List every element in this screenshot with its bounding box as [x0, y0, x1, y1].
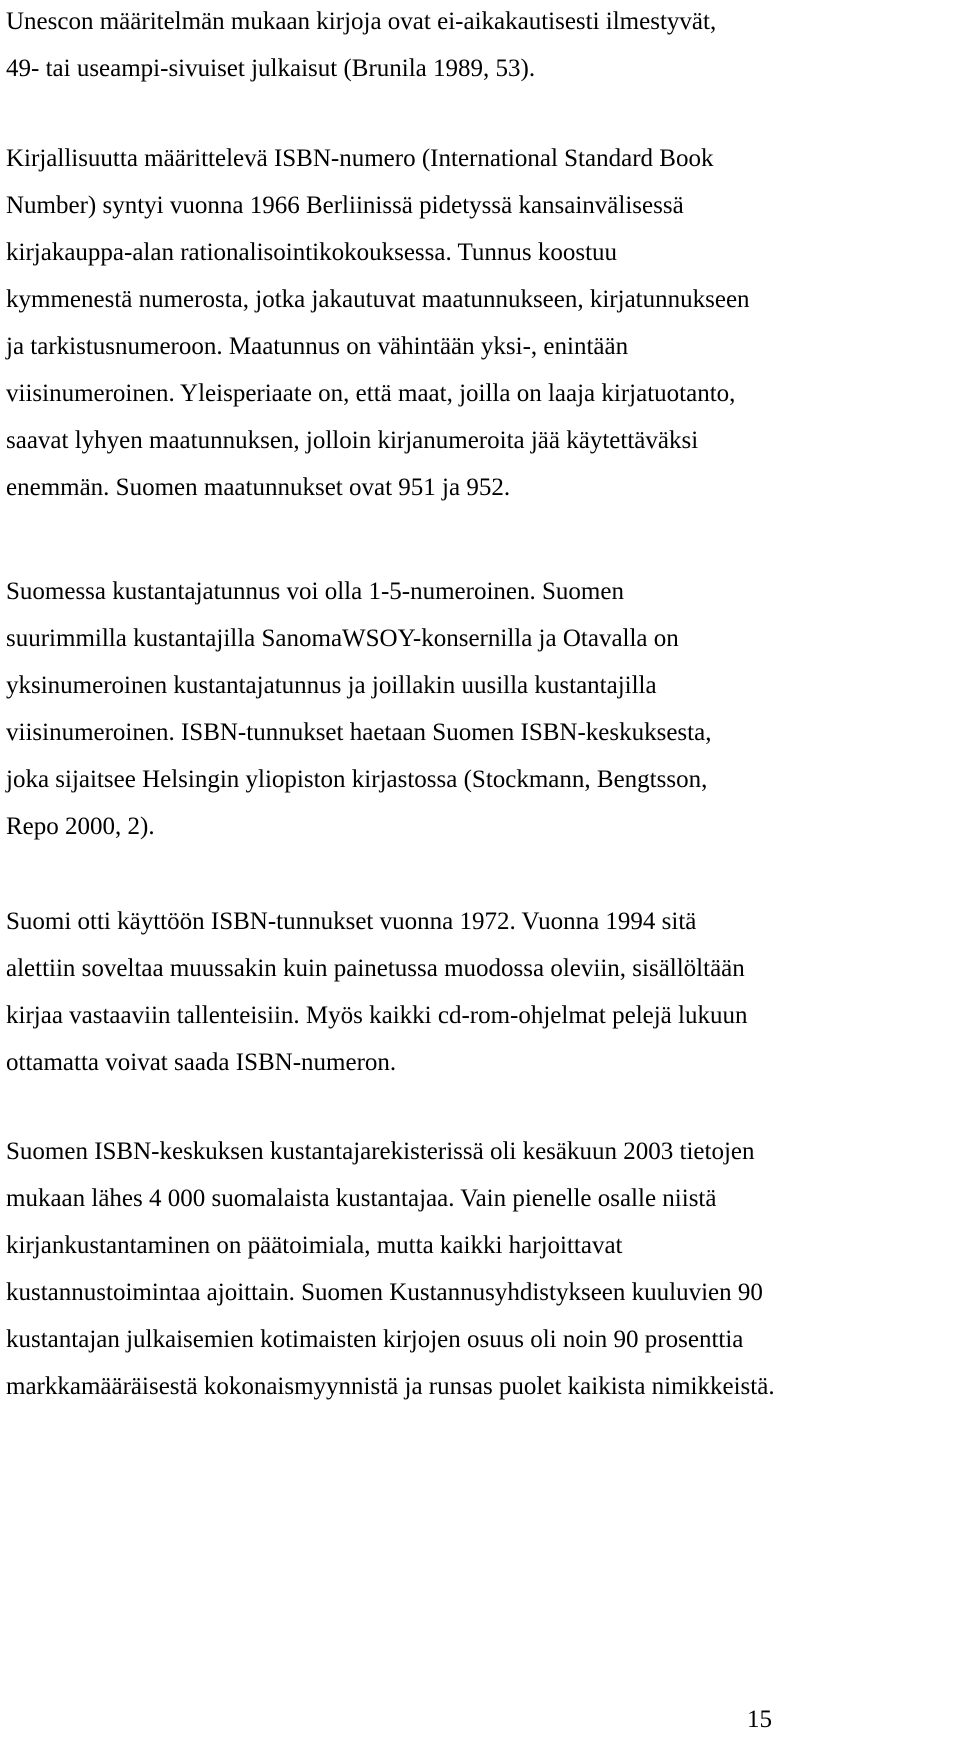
- paragraph-isbn-adoption: [6, 898, 956, 1086]
- text-line: suurimmilla kustantajilla SanomaWSOY-konsernilla ja Otavalla on: [6, 625, 679, 652]
- text-line: alettiin soveltaa muussakin kuin painetussa muodossa oleviin, sisällöltään: [6, 955, 745, 982]
- page-number: 15: [747, 1706, 772, 1733]
- text-line: ja tarkistusnumeroon. Maatunnus on vähintään yksi-, enintään: [6, 333, 629, 360]
- text-line: Kirjallisuutta määrittelevä ISBN-numero (International Standard Book: [6, 145, 714, 172]
- text-line: Suomi otti käyttöön ISBN-tunnukset vuonna 1972. Vuonna 1994 sitä: [6, 908, 697, 935]
- paragraph-publisher-code: [6, 568, 956, 850]
- text-line: kymmenestä numerosta, jotka jakautuvat maatunnukseen, kirjatunnukseen: [6, 286, 750, 313]
- paragraph-unesco-definition: [6, 0, 956, 92]
- text-line: mukaan lähes 4 000 suomalaista kustantajaa. Vain pienelle osalle niistä: [6, 1185, 717, 1212]
- text-line: kirjakauppa-alan rationalisointikokouksessa. Tunnus koostuu: [6, 239, 618, 266]
- text-line: Suomen ISBN-keskuksen kustantajarekisterissä oli kesäkuun 2003 tietojen: [6, 1138, 755, 1165]
- text-line: Repo 2000, 2).: [6, 813, 155, 840]
- text-line: markkamääräisestä kokonaismyynnistä ja runsas puolet kaikista nimikkeistä.: [6, 1373, 775, 1400]
- text-line: ottamatta voivat saada ISBN-numeron.: [6, 1049, 397, 1076]
- text-line: viisinumeroinen. ISBN-tunnukset haetaan Suomen ISBN-keskuksesta,: [6, 719, 712, 746]
- text-line: Unescon määritelmän mukaan kirjoja ovat ei-aikakautisesti ilmestyvät,: [6, 8, 717, 35]
- text-line: kirjankustantaminen on päätoimiala, mutta kaikki harjoittavat: [6, 1232, 623, 1259]
- text-line: saavat lyhyen maatunnuksen, jolloin kirjanumeroita jää käytettäväksi: [6, 427, 699, 454]
- text-line: viisinumeroinen. Yleisperiaate on, että maat, joilla on laaja kirjatuotanto,: [6, 380, 736, 407]
- text-line: enemmän. Suomen maatunnukset ovat 951 ja 952.: [6, 474, 511, 501]
- paragraph-publisher-register: [6, 1128, 956, 1410]
- text-line: Suomessa kustantajatunnus voi olla 1-5-numeroinen. Suomen: [6, 578, 624, 605]
- text-line: 49- tai useampi-sivuiset julkaisut (Brunila 1989, 53).: [6, 55, 536, 82]
- text-line: yksinumeroinen kustantajatunnus ja joillakin uusilla kustantajilla: [6, 672, 657, 699]
- text-line: joka sijaitsee Helsingin yliopiston kirjastossa (Stockmann, Bengtsson,: [6, 766, 708, 793]
- paragraph-isbn-origin: [6, 135, 956, 511]
- text-line: Number) syntyi vuonna 1966 Berliinissä pidetyssä kansainvälisessä: [6, 192, 684, 219]
- text-line: kirjaa vastaaviin tallenteisiin. Myös kaikki cd-rom-ohjelmat pelejä lukuun: [6, 1002, 748, 1029]
- text-line: kustannustoimintaa ajoittain. Suomen Kustannusyhdistykseen kuuluvien 90: [6, 1279, 763, 1306]
- text-line: kustantajan julkaisemien kotimaisten kirjojen osuus oli noin 90 prosenttia: [6, 1326, 744, 1353]
